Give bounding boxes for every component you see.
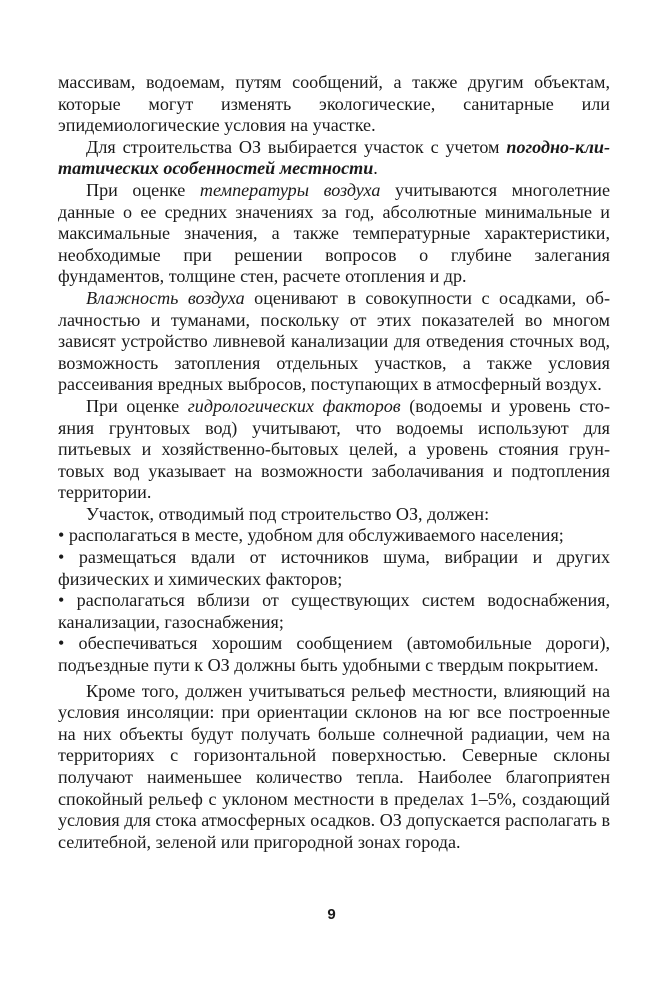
paragraph-5 <box>58 396 610 504</box>
paragraph-4 <box>58 288 610 396</box>
paragraph-3-text-c: учитываются многолетние данные о ее средних значениях за год, абсолютные минимальные и максимальные значения, а также температурные характеристики, необходимые при решении вопросов о глубине залегания фундаментов, толщине стен, расчете отопления и др. <box>58 179 610 287</box>
bullet-item-1: • располагаться в месте, удобном для обслуживаемого населения; <box>58 525 564 546</box>
paragraph-7: Кроме того, должен учитываться рельеф местности, влияющий на условия инсоляции: при ориентации склонов на юг все построенные на них объекты будут получать больше солнечной радиации, чем на территориях с горизонтальной поверхностью. Северные склоны получают наименьшее количество тепла. Наиболее благоприятен спокойный рельеф с уклоном местности в пределах 1–5%, создающий условия для стока атмосферных осадков. ОЗ допускается располагать в селитебной, зеленой или пригородной зонах города. <box>58 680 610 852</box>
paragraph-5-emphasis: гидрологических факторов <box>187 395 401 416</box>
paragraph-2-emphasis: погодно-клиmатических особенностей местности <box>58 136 610 179</box>
paragraph-4-text-b: оценивают в совокупности с осадками, облачностью и туманами, поскольку от этих показателей во многом зависят устройство ливневой канализации для отведения сточных вод, возможность затопления отдельных участков, а также условия рассеивания вредных выбросов, поступающих в атмосферный воздух. <box>58 287 610 395</box>
paragraph-4-emphasis: Влажность воздуха <box>86 287 245 308</box>
paragraph-3 <box>58 180 610 288</box>
paragraph-5-text-c: (водоемы и уровень стояния грунтовых вод) учитывают, что водоемы используют для питьевых и хозяйственно-бытовых целей, а уровень стояния грунтовых вод указывает на возможности заболачивания и подтопления территории. <box>58 395 610 503</box>
bullet-item-3: • располагаться вблизи от существующих систем водоснабжения, канализации, газоснабжения; <box>58 590 610 632</box>
page-body <box>58 72 610 853</box>
paragraph-2-text-c: . <box>373 158 378 179</box>
paragraph-3-emphasis: температуры воздуха <box>199 179 381 200</box>
bullet-item-2: • размещаться вдали от источников шума, вибрации и других физических и химических факторов; <box>58 547 610 589</box>
paragraph-2-text-a: Для строительства ОЗ выбирается участок с учетом <box>86 136 507 157</box>
page-number: 9 <box>327 906 336 923</box>
paragraph-3-text-a: При оценке <box>86 179 200 200</box>
paragraph-6: Участок, отводимый под строительство ОЗ, должен: <box>86 503 490 524</box>
paragraph-1: массивам, водоемам, путям сообщений, а также другим объектам, которые могут изменять экологические, санитарные или эпидемиологические условия на участке. <box>58 72 610 136</box>
bullet-item-4: • обеспечиваться хорошим сообщением (автомобильные дороги), подъездные пути к ОЗ должны быть удобными с твердым покрытием. <box>58 633 610 676</box>
paragraph-2 <box>58 137 610 180</box>
paragraph-5-text-a: При оценке <box>86 395 188 416</box>
